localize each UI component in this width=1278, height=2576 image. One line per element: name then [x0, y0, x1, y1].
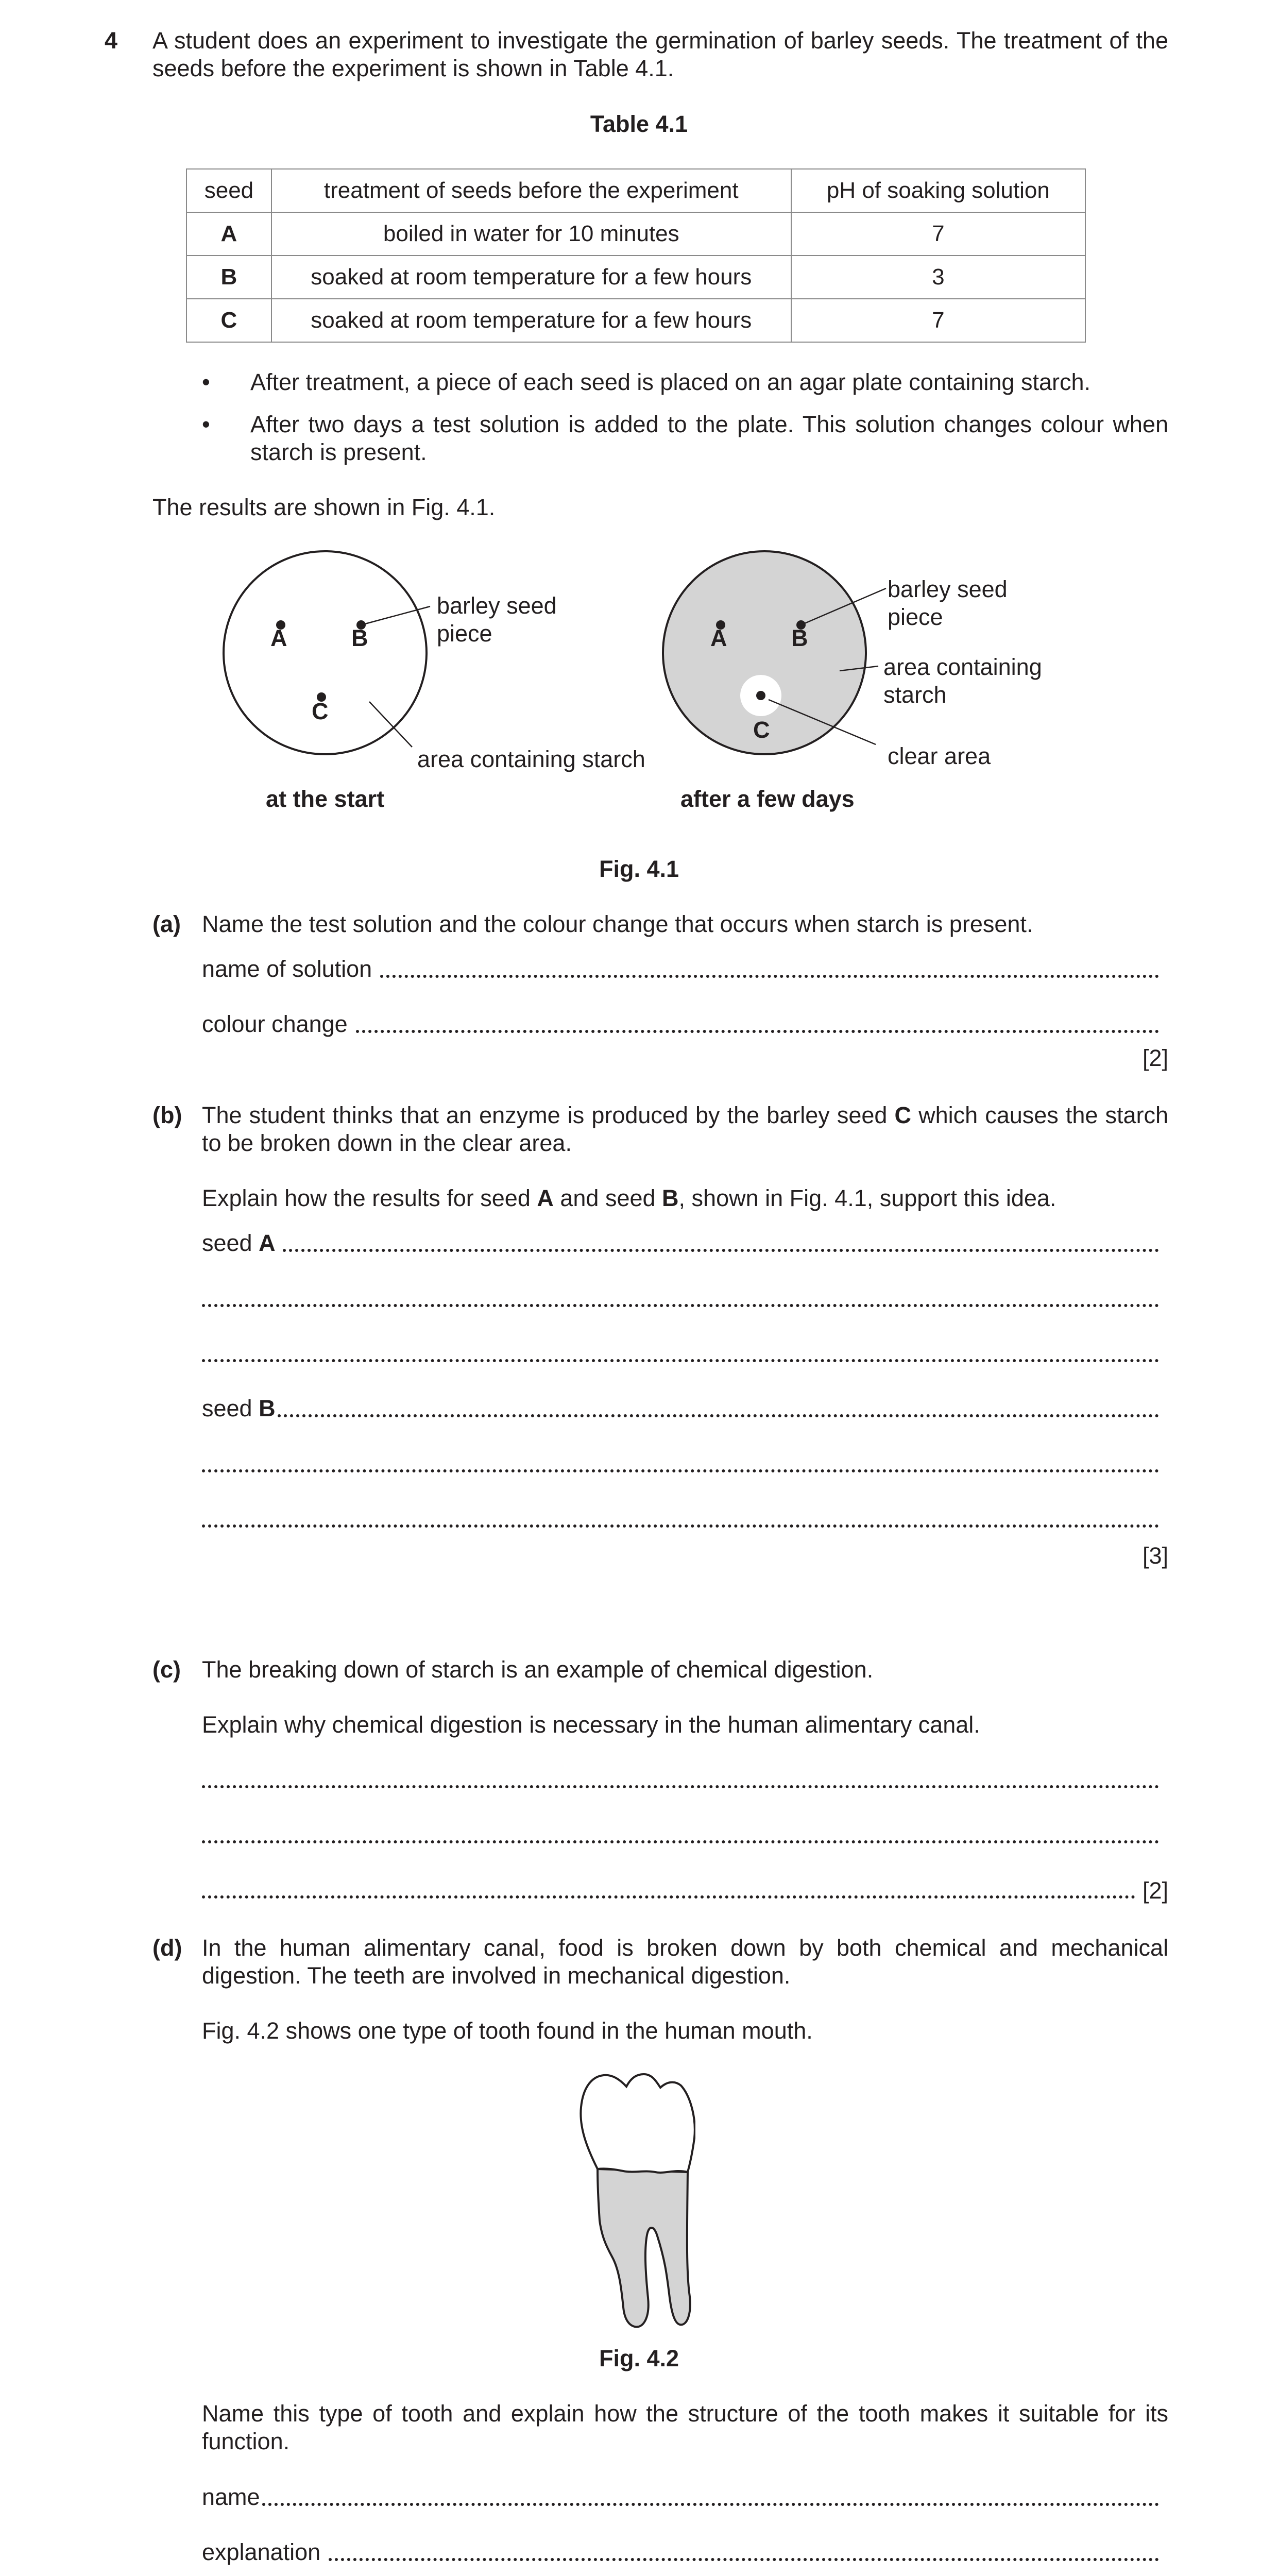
part-a-text: Name the test solution and the colour change that occurs when starch is present.: [202, 911, 1033, 937]
bullet-dot: •: [202, 411, 210, 437]
answer-line[interactable]: [202, 1821, 1159, 1849]
barley-label-line2: piece: [888, 604, 943, 630]
part-b-text: The student thinks that an enzyme is produced by the barley seed C which causes the starch to be broken down in the clear area.: [202, 1102, 1168, 1156]
seed-cell: A: [186, 212, 271, 256]
seed-cell: C: [186, 299, 271, 342]
ph-cell: 7: [791, 299, 1085, 342]
answer-label: explanation: [202, 2539, 321, 2565]
table-4-1: [186, 168, 1086, 343]
table-caption: Table 4.1: [590, 111, 688, 137]
ph-cell: 7: [791, 212, 1085, 256]
answer-label: name of solution: [202, 956, 372, 982]
part-d-task: Name this type of tooth and explain how the structure of the tooth makes it suitable for its function.: [202, 2400, 1168, 2454]
answer-label-letter: A: [259, 1230, 276, 1256]
fig-4-1-caption: Fig. 4.1: [599, 856, 679, 882]
table-row: [186, 212, 1085, 256]
answer-line-colour[interactable]: [202, 1010, 1159, 1038]
caption-start: at the start: [266, 786, 385, 812]
tooth-crown: [581, 2074, 694, 2173]
marks: [3]: [1142, 1543, 1168, 1569]
part-d-letter: (d): [152, 1935, 182, 1961]
bullet-text: After two days a test solution is added to the plate. This solution changes colour when starch is present.: [250, 411, 1168, 465]
table-row: [186, 256, 1085, 299]
barley-label-line2: piece: [437, 620, 492, 647]
part-c-letter: (c): [152, 1656, 181, 1683]
part-d-text: In the human alimentary canal, food is broken down by both chemical and mechanical digestion. The teeth are involved in mechanical digestion.: [202, 1935, 1168, 1989]
treatment-cell: soaked at room temperature for a few hours: [271, 256, 791, 299]
results-text: The results are shown in Fig. 4.1.: [152, 494, 496, 520]
barley-label-line1: barley seed: [437, 592, 557, 619]
part-b-explain: Explain how the results for seed A and seed B, shown in Fig. 4.1, support this idea.: [202, 1185, 1057, 1211]
answer-label: seed: [202, 1230, 259, 1256]
answer-line-name[interactable]: [202, 2483, 1159, 2511]
answer-label-letter: B: [259, 1395, 276, 1421]
header-ph: pH of soaking solution: [791, 169, 1085, 212]
answer-line-seed-b[interactable]: [202, 1395, 1159, 1422]
part-c-explain: Explain why chemical digestion is necessary in the human alimentary canal.: [202, 1711, 980, 1738]
molar-tooth-figure: [572, 2071, 695, 2339]
label-b: B: [791, 625, 808, 651]
tooth-root: [598, 2169, 690, 2327]
area-label-line1: area containing: [883, 654, 1042, 680]
table-header-row: [186, 169, 1085, 212]
question-intro: A student does an experiment to investigate the germination of barley seeds. The treatment of the seeds before the experiment is shown in Table 4.1.: [152, 27, 1168, 81]
answer-line[interactable]: [202, 1766, 1159, 1793]
label-b: B: [351, 625, 368, 651]
label-c: C: [753, 717, 770, 743]
barley-label-line1: barley seed: [888, 576, 1008, 602]
seed-c-dot: [756, 691, 765, 700]
label-a: A: [270, 625, 287, 651]
seed-cell: B: [186, 256, 271, 299]
marks: [2]: [1142, 1045, 1168, 1071]
part-a-letter: (a): [152, 911, 181, 937]
label-a: A: [710, 625, 727, 651]
part-b-letter: (b): [152, 1102, 182, 1128]
header-seed: seed: [186, 169, 271, 212]
fig-4-1-diagram: [0, 536, 1278, 824]
part-c-text: The breaking down of starch is an example of chemical digestion.: [202, 1656, 874, 1683]
question-number: 4: [105, 27, 118, 54]
fig-4-2-caption: Fig. 4.2: [599, 2345, 679, 2371]
part-d-fig-intro: Fig. 4.2 shows one type of tooth found in the human mouth.: [202, 2018, 813, 2044]
answer-line[interactable]: [202, 1340, 1159, 1367]
answer-line-solution[interactable]: [202, 955, 1159, 983]
caption-after: after a few days: [680, 786, 855, 812]
label-c: C: [312, 698, 329, 724]
answer-line[interactable]: [202, 1876, 1135, 1904]
table-row: [186, 299, 1085, 342]
area-label-line2: starch: [883, 682, 947, 708]
answer-line[interactable]: [202, 1505, 1159, 1533]
treatment-cell: boiled in water for 10 minutes: [271, 212, 791, 256]
answer-line[interactable]: [202, 1450, 1159, 1478]
header-treatment: treatment of seeds before the experiment: [271, 169, 791, 212]
treatment-cell: soaked at room temperature for a few hours: [271, 299, 791, 342]
answer-label: colour change: [202, 1011, 348, 1037]
area-label: area containing starch: [417, 746, 645, 772]
answer-line-seed-a[interactable]: [202, 1229, 1159, 1257]
ph-cell: 3: [791, 256, 1085, 299]
answer-line[interactable]: [202, 1284, 1159, 1312]
bullet-text: After treatment, a piece of each seed is placed on an agar plate containing starch.: [250, 369, 1091, 395]
answer-label: name: [202, 2484, 260, 2510]
bullet-dot: •: [202, 369, 210, 395]
answer-line-explanation[interactable]: [202, 2538, 1159, 2566]
clear-area-label: clear area: [888, 743, 991, 769]
answer-label: seed: [202, 1395, 259, 1421]
marks: [2]: [1142, 1877, 1168, 1904]
